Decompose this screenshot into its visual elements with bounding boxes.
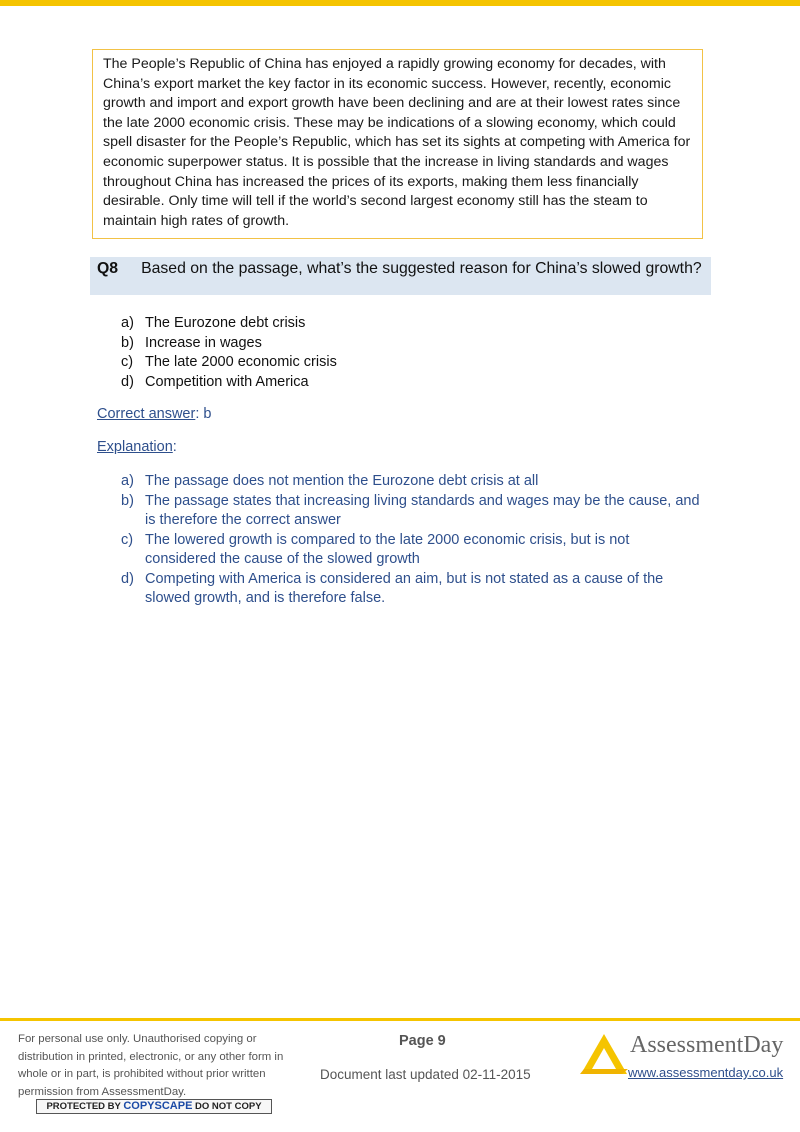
answer-options	[121, 314, 337, 392]
copyscape-suffix: DO NOT COPY	[192, 1101, 262, 1112]
assessmentday-link[interactable]: www.assessmentday.co.uk	[628, 1065, 784, 1080]
copyscape-brand: COPYSCAPE	[123, 1100, 193, 1112]
correct-answer-value: : b	[195, 406, 212, 422]
explanation-item	[121, 531, 701, 570]
option-item	[121, 334, 337, 354]
option-text: Competition with America	[145, 373, 309, 390]
page-number: Page 9	[399, 1033, 446, 1049]
explanation-text: Competing with America is considered an aim, but is not stated as a cause of the slowed growth, and is therefore false.	[145, 570, 664, 606]
passage-box	[92, 49, 703, 239]
explanation-item	[121, 472, 701, 492]
correct-answer	[97, 406, 211, 422]
option-text: Increase in wages	[145, 334, 262, 351]
option-item	[121, 373, 337, 393]
footer-disclaimer: For personal use only. Unauthorised copying or distribution in printed, electronic, or any other form in whole or in part, is prohibited without prior written permission from AssessmentDay.	[18, 1033, 284, 1098]
option-letter: a)	[121, 315, 134, 331]
option-text: The late 2000 economic crisis	[145, 354, 337, 370]
explanation-label[interactable]: Explanation	[97, 439, 173, 455]
option-text: The Eurozone debt crisis	[145, 315, 306, 331]
explanation-text: The passage states that increasing living standards and wages may be the cause, and is therefore the correct answer	[145, 492, 700, 528]
explanation-colon: :	[172, 439, 177, 455]
explanation-item	[121, 570, 701, 609]
explanation-item	[121, 492, 701, 531]
option-letter: d)	[121, 373, 134, 390]
option-item	[121, 314, 337, 334]
explanation-letter: c)	[121, 531, 134, 548]
explanation-text: The passage does not mention the Eurozone debt crisis at all	[145, 473, 539, 489]
question-header	[90, 257, 711, 295]
copyscape-prefix: PROTECTED BY	[46, 1101, 124, 1112]
explanation-letter: b)	[121, 492, 134, 509]
explanation-letter: a)	[121, 473, 134, 489]
option-letter: c)	[121, 354, 134, 370]
assessmentday-logo-icon	[578, 1031, 630, 1077]
document-updated: Document last updated 02-11-2015	[320, 1067, 531, 1082]
correct-answer-label[interactable]: Correct answer	[97, 406, 196, 422]
explanation-letter: d)	[121, 570, 134, 587]
question-number: Q8	[97, 260, 119, 277]
explanation-heading	[97, 439, 177, 455]
assessmentday-logo-text: AssessmentDay	[630, 1032, 784, 1058]
option-item	[121, 353, 337, 373]
option-letter: b)	[121, 334, 134, 351]
passage-text: The People’s Republic of China has enjoyed a rapidly growing economy for decades, with China’s export market the key factor in its economic success. However, recently, economic growth and import and export growth have been declining and are at their lowest rates since the late 2000 economic crisis. These may be indications of a slowing economy, which could spell disaster for the People’s Republic, which has set its sights at competing with America for economic superpower status. It is possible that the increase in living standards and wages throughout China has increased the prices of its exports, making them less financially desirable. Only time will tell if the world’s second largest economy still has the steam to maintain high rates of growth.	[103, 56, 691, 229]
explanation-list	[121, 472, 701, 609]
top-accent-bar	[0, 0, 800, 6]
footer-divider	[0, 1018, 800, 1021]
question-text: Based on the passage, what’s the suggested reason for China’s slowed growth?	[141, 260, 702, 277]
explanation-text: The lowered growth is compared to the late 2000 economic crisis, but is not considered the cause of the slowed growth	[145, 531, 630, 567]
copyscape-badge[interactable]	[36, 1099, 272, 1114]
